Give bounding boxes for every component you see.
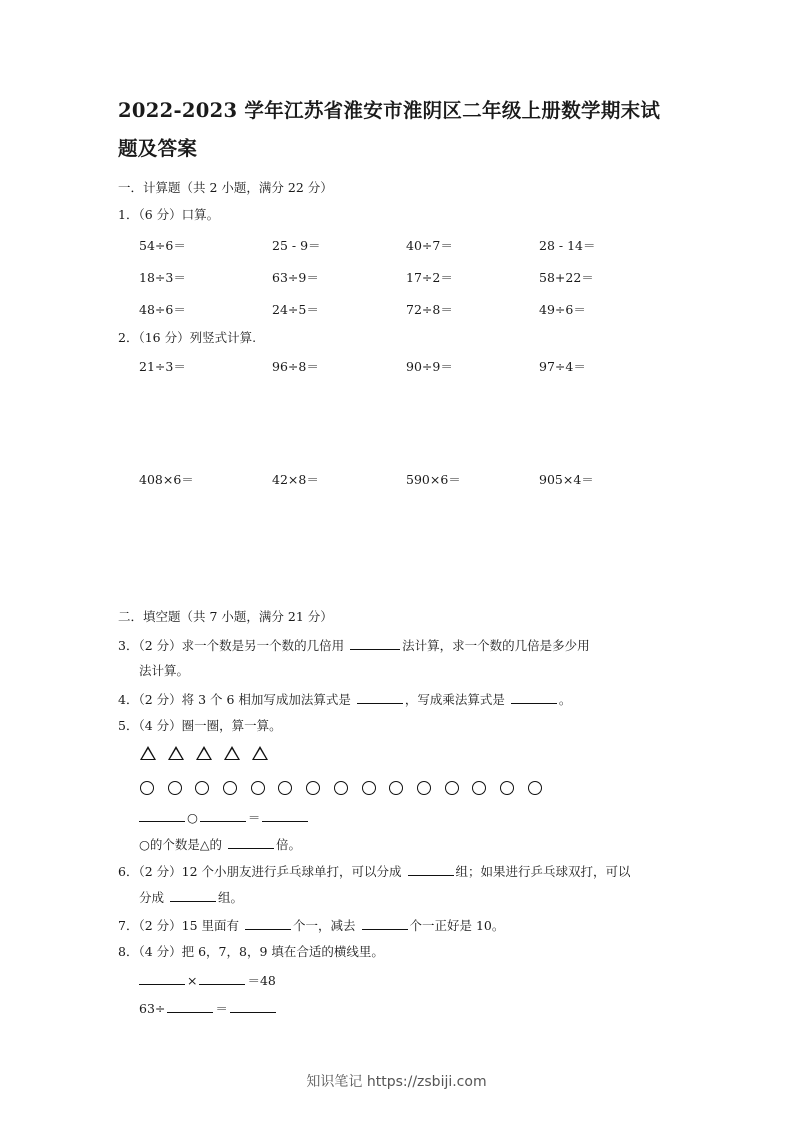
circle-icon bbox=[334, 781, 348, 795]
q2-item: 42×8＝ bbox=[272, 472, 319, 487]
q1-item: 54÷6＝ bbox=[139, 238, 186, 253]
question-2-label: 2．（16 分）列竖式计算. bbox=[118, 330, 257, 345]
q8-equals: ＝ bbox=[215, 1001, 228, 1016]
q8-blank-2[interactable] bbox=[199, 971, 245, 985]
circle-icon bbox=[278, 781, 292, 795]
circle-icon bbox=[445, 781, 459, 795]
circle-icon bbox=[195, 781, 209, 795]
q1-item: 63÷9＝ bbox=[272, 270, 319, 285]
q8-equation-2 bbox=[139, 999, 278, 1018]
circle-row bbox=[140, 780, 550, 799]
q5-circle-symbol: ○ bbox=[187, 810, 198, 825]
circle-icon bbox=[472, 781, 486, 795]
triangle-row bbox=[140, 745, 275, 764]
q8-equation-1 bbox=[139, 971, 276, 990]
circle-icon bbox=[500, 781, 514, 795]
q1-item: 24÷5＝ bbox=[272, 302, 319, 317]
q3-text-b: 法计算，求一个数的几倍是多少用 bbox=[402, 638, 590, 653]
q8-times: × bbox=[187, 973, 198, 988]
triangle-icon bbox=[140, 746, 156, 760]
q1-item: 17÷2＝ bbox=[406, 270, 453, 285]
q4-text-b: ，写成乘法算式是 bbox=[404, 692, 505, 707]
circle-icon bbox=[389, 781, 403, 795]
q2-item: 21÷3＝ bbox=[139, 359, 186, 374]
question-1-label: 1．（6 分）口算。 bbox=[118, 207, 220, 222]
q6-blank-2[interactable] bbox=[170, 888, 216, 902]
q1-item: 48÷6＝ bbox=[139, 302, 186, 317]
q5-blank-2[interactable] bbox=[200, 808, 246, 822]
footer-watermark: 知识笔记 https://zsbiji.com bbox=[306, 1074, 487, 1090]
q1-item: 40÷7＝ bbox=[406, 238, 453, 253]
q5-equals: ＝ bbox=[247, 810, 261, 825]
question-4 bbox=[118, 690, 571, 709]
circle-icon bbox=[528, 781, 542, 795]
circle-icon bbox=[168, 781, 182, 795]
question-6-line-1 bbox=[118, 862, 631, 881]
document-title bbox=[118, 92, 688, 168]
q8-eq2-prefix: 63÷ bbox=[139, 1001, 166, 1016]
section-1-heading: 一．计算题（共 2 小题，满分 22 分） bbox=[118, 180, 333, 195]
q7-text-b: 个一，减去 bbox=[293, 918, 356, 933]
q2-item: 590×6＝ bbox=[406, 472, 461, 487]
question-5-label: 5．（4 分）圈一圈，算一算。 bbox=[118, 718, 282, 733]
circle-icon bbox=[362, 781, 376, 795]
q8-eq1-result: ＝48 bbox=[247, 973, 276, 988]
triangle-icon bbox=[196, 746, 212, 760]
q4-text-c: 。 bbox=[558, 692, 572, 707]
q4-blank-1[interactable] bbox=[357, 690, 403, 704]
q7-blank-2[interactable] bbox=[362, 916, 408, 930]
q4-text-a: 4．（2 分）将 3 个 6 相加写成加法算式是 bbox=[118, 692, 351, 707]
circle-icon bbox=[140, 781, 154, 795]
q2-item: 97÷4＝ bbox=[539, 359, 586, 374]
q3-blank-1[interactable] bbox=[350, 636, 400, 650]
question-8-label: 8．（4 分）把 6，7，8，9 填在合适的横线里。 bbox=[118, 944, 384, 959]
title-line-1: 2022-2023 学年江苏省淮安市淮阴区二年级上册数学期末试 bbox=[118, 99, 661, 122]
q2-item: 96÷8＝ bbox=[272, 359, 319, 374]
q2-item: 408×6＝ bbox=[139, 472, 194, 487]
q6-text-a: 6．（2 分）12 个小朋友进行乒乓球单打，可以分成 bbox=[118, 864, 402, 879]
q6-text-b: 组；如果进行乒乓球双打，可以 bbox=[455, 864, 631, 879]
q8-blank-4[interactable] bbox=[230, 999, 276, 1013]
circle-icon bbox=[223, 781, 237, 795]
q8-blank-1[interactable] bbox=[139, 971, 185, 985]
q5-ratio-text-b: 倍。 bbox=[276, 837, 302, 852]
q6-text-c: 分成 bbox=[139, 890, 165, 905]
triangle-icon bbox=[168, 746, 184, 760]
q2-item: 905×4＝ bbox=[539, 472, 594, 487]
triangle-icon bbox=[224, 746, 240, 760]
circle-icon bbox=[417, 781, 431, 795]
question-6-line-2 bbox=[139, 888, 243, 907]
q5-blank-4[interactable] bbox=[228, 835, 274, 849]
q6-text-d: 组。 bbox=[218, 890, 244, 905]
circle-icon bbox=[251, 781, 265, 795]
section-2-heading: 二．填空题（共 7 小题，满分 21 分） bbox=[118, 609, 333, 624]
q6-blank-1[interactable] bbox=[408, 862, 454, 876]
q1-item: 28 - 14＝ bbox=[539, 238, 596, 253]
q4-blank-2[interactable] bbox=[511, 690, 557, 704]
q1-item: 18÷3＝ bbox=[139, 270, 186, 285]
q1-item: 58+22＝ bbox=[539, 270, 594, 285]
q7-blank-1[interactable] bbox=[245, 916, 291, 930]
title-line-2: 题及答案 bbox=[118, 137, 198, 160]
q5-blank-3[interactable] bbox=[262, 808, 308, 822]
q1-item: 72÷8＝ bbox=[406, 302, 453, 317]
question-7 bbox=[118, 916, 504, 935]
q5-ratio bbox=[139, 835, 301, 854]
question-3-line-1 bbox=[118, 636, 590, 655]
q8-blank-3[interactable] bbox=[167, 999, 213, 1013]
q1-item: 25 - 9＝ bbox=[272, 238, 321, 253]
q7-text-a: 7．（2 分）15 里面有 bbox=[118, 918, 240, 933]
circle-icon bbox=[306, 781, 320, 795]
q1-item: 49÷6＝ bbox=[539, 302, 586, 317]
q3-text-c: 法计算。 bbox=[139, 663, 190, 678]
triangle-icon bbox=[252, 746, 268, 760]
q2-item: 90÷9＝ bbox=[406, 359, 453, 374]
q5-ratio-text-a: ○的个数是△的 bbox=[139, 837, 223, 852]
q5-blank-1[interactable] bbox=[139, 808, 185, 822]
q7-text-c: 个一正好是 10。 bbox=[409, 918, 505, 933]
q3-text-a: 3．（2 分）求一个数是另一个数的几倍用 bbox=[118, 638, 345, 653]
q5-equation bbox=[139, 808, 310, 827]
